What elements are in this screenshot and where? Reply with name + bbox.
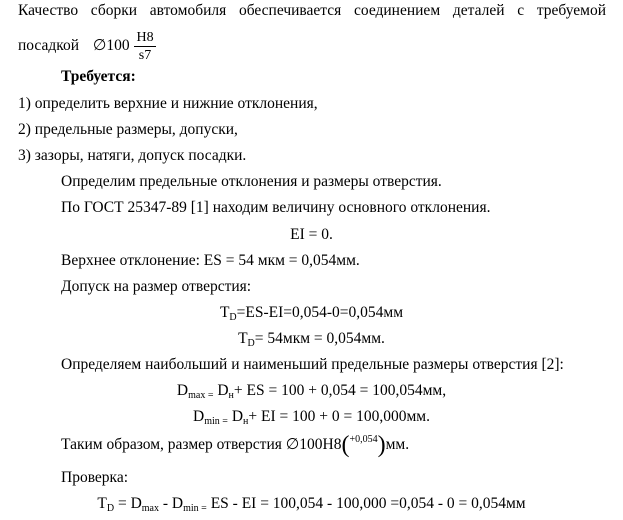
paragraph-upper-deviation: Верхнее отклонение: ES = 54 мкм = 0,054мм. — [61, 252, 360, 269]
equation-ei: EI = 0. — [290, 226, 333, 243]
intro-line-1: Качество сборки автомобиля обеспечивается соединением деталей с требуемой — [18, 2, 606, 19]
equation-check: $T_D = D_{max} - D_{min =}$ ES - EI = 100,054 - 100,000 =0,054 - 0 = 0,054мм — [97, 495, 526, 514]
fit-fraction — [134, 29, 155, 64]
paragraph-hole-deviations: Определим предельные отклонения и размеры отверстия. — [61, 173, 442, 190]
paragraph-gost: По ГОСТ 25347-89 [1] находим величину основного отклонения. — [61, 199, 491, 216]
fit-hole-tolerance: H8 — [136, 30, 154, 45]
equation-dmax: $D_{max =}$ $D_н+$ ES = 100 + 0,054 = 100,054мм, — [176, 382, 447, 401]
intro-line-2 — [18, 29, 156, 64]
equation-dmin: $D_{min =}$ $D_н+$ EI = 100 + 0 = 100,000мм. — [193, 408, 430, 427]
equation-td-2: $T_D= 54мкм = 0,054мм$. — [238, 330, 385, 349]
nominal-size: 100 — [106, 37, 130, 55]
hole-designation: ∅100H8 — [285, 436, 342, 453]
fit-shaft-tolerance: s7 — [138, 48, 152, 63]
hole-tolerance: +0,054 — [349, 434, 378, 445]
required-item-1: 1) определить верхние и нижние отклонения, — [18, 95, 318, 112]
paragraph-limit-sizes: Определяем наибольший и наименьший предельные размеры отверстия [2]: — [61, 356, 564, 373]
paragraph-hole-size: Таким образом, размер отверстия ∅100H8($^{+0,054}$)мм. — [61, 432, 410, 458]
intro-fit-prefix: посадкой — [18, 37, 80, 55]
equation-td-1: $T_D=ES-EI=0,054-0=0,054мм$ — [219, 304, 404, 323]
check-heading: Проверка: — [61, 469, 129, 486]
required-item-2: 2) предельные размеры, допуски, — [18, 121, 238, 138]
paragraph-tolerance: Допуск на размер отверстия: — [61, 278, 252, 295]
diameter-icon: ∅ — [92, 37, 107, 55]
required-item-3: 3) зазоры, натяги, допуск посадки. — [18, 147, 247, 164]
required-heading: Требуется: — [61, 68, 136, 85]
